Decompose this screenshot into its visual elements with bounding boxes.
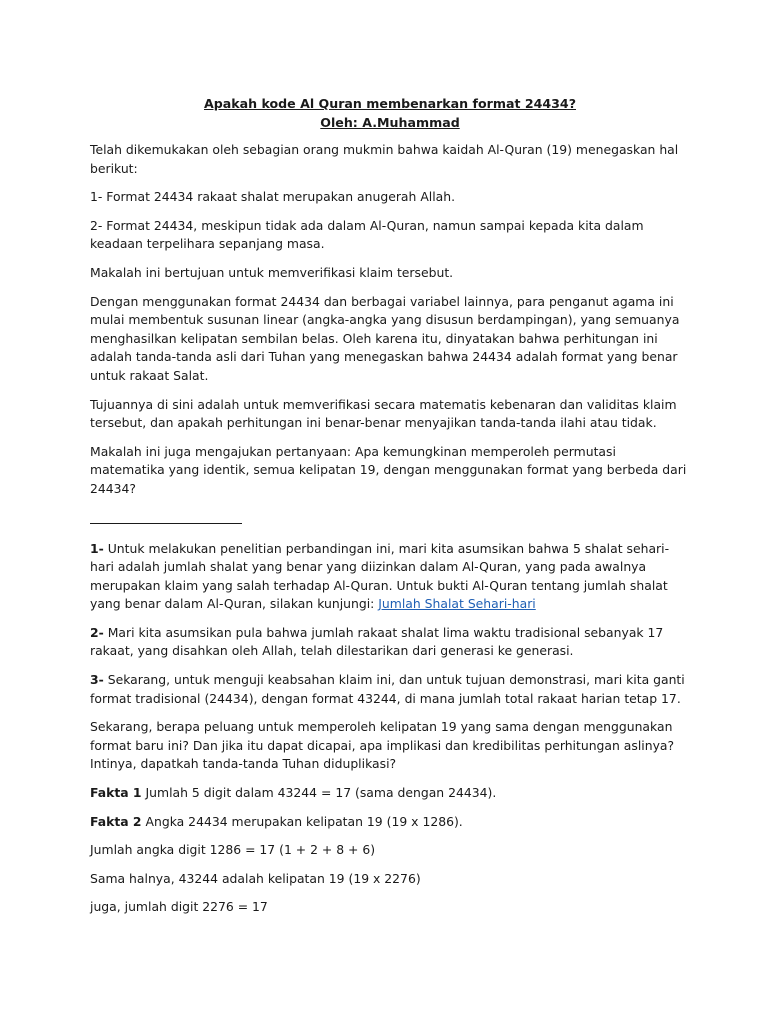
fact-2-label: Fakta 2 <box>90 813 142 829</box>
point-1-number: 1- <box>90 540 104 556</box>
paragraph-goal: Tujuannya di sini adalah untuk memverifikasi secara matematis kebenaran dan validitas klaim tersebut, dan apakah perhitungan ini benar-benar menyajikan tanda-tanda ilahi atau tidak. <box>90 396 677 431</box>
fact-1-text: Jumlah 5 digit dalam 43244 = 17 (sama dengan 24434). <box>141 785 497 801</box>
paragraph-claim-1: 1- Format 24434 rakaat shalat merupakan anugerah Allah. <box>90 189 456 205</box>
paragraph-intro: Telah dikemukakan oleh sebagian orang mukmin bahwa kaidah Al-Quran (19) menegaskan hal berikut: <box>90 142 679 176</box>
paragraph-claim-2: 2- Format 24434, meskipun tidak ada dalam Al-Quran, namun sampai kepada kita dalam keadaan terpelihara sepanjang masa. <box>90 217 644 252</box>
paragraph-point-2 <box>90 624 690 661</box>
paragraph-chance: Sekarang, berapa peluang untuk memperoleh kelipatan 19 yang sama dengan menggunakan format baru ini? Dan jika itu dapat dicapai, apa implikasi dan kredibilitas perhitungan aslinya? Intinya, dapatkah tanda-tanda Tuhan diduplikasi? <box>90 719 675 772</box>
paragraph-question: Makalah ini juga mengajukan pertanyaan: Apa kemungkinan memperoleh permutasi matematika yang identik, semua kelipatan 19, dengan menggunakan format yang berbeda dari 24434? <box>90 443 687 496</box>
paragraph-43244: Sama halnya, 43244 adalah kelipatan 19 (19 x 2276) <box>90 870 421 886</box>
section-divider <box>90 509 242 524</box>
paragraph-linear: Dengan menggunakan format 24434 dan berbagai variabel lainnya, para penganut agama ini mulai membentuk susunan linear (angka-angka yang disusun berdampingan), yang semuanya menghasilkan kelipatan sembilan belas. Oleh karena itu, dinyatakan bahwa perhitungan ini adalah tanda-tanda asli dari Tuhan yang menegaskan bahwa 24434 adalah format yang benar untuk rakaat Salat. <box>90 293 680 383</box>
paragraph-fact-2 <box>90 813 690 832</box>
point-2-number: 2- <box>90 624 104 640</box>
fact-1-label: Fakta 1 <box>90 785 142 801</box>
daily-prayers-link[interactable]: Jumlah Shalat Sehari-hari <box>378 596 536 612</box>
fact-2-text: Angka 24434 merupakan kelipatan 19 (19 x 1286). <box>141 813 463 829</box>
point-3-text: Sekarang, untuk menguji keabsahan klaim ini, dan untuk tujuan demonstrasi, mari kita ganti format tradisional (24434), dengan format 43244, di mana jumlah total rakaat harian tetap 17. <box>90 672 685 706</box>
paragraph-fact-1 <box>90 784 690 803</box>
paragraph-point-3 <box>90 671 690 708</box>
paragraph-point-1 <box>90 540 690 614</box>
title-line-2-author: Oleh: A.Muhammad <box>320 115 460 130</box>
paragraph-purpose: Makalah ini bertujuan untuk memverifikasi klaim tersebut. <box>90 264 454 280</box>
point-1-text: Untuk melakukan penelitian perbandingan ini, mari kita asumsikan bahwa 5 shalat sehari-hari adalah jumlah shalat yang benar yang diizinkan dalam Al-Quran, yang pada awalnya merupakan klaim yang salah terhadap Al-Quran. Untuk bukti Al-Quran tentang jumlah shalat yang benar dalam Al-Quran, silakan kunjungi: <box>90 540 670 612</box>
document-title <box>90 94 690 132</box>
paragraph-sum-2276: juga, jumlah digit 2276 = 17 <box>90 899 268 915</box>
paragraph-sum-1286: Jumlah angka digit 1286 = 17 (1 + 2 + 8 + 6) <box>90 842 376 858</box>
document-page <box>90 94 690 927</box>
title-line-1: Apakah kode Al Quran membenarkan format 24434? <box>203 96 577 111</box>
point-2-text: Mari kita asumsikan pula bahwa jumlah rakaat shalat lima waktu tradisional sebanyak 17 rakaat, yang disahkan oleh Allah, telah dilestarikan dari generasi ke generasi. <box>90 624 664 659</box>
point-3-number: 3- <box>90 672 104 688</box>
